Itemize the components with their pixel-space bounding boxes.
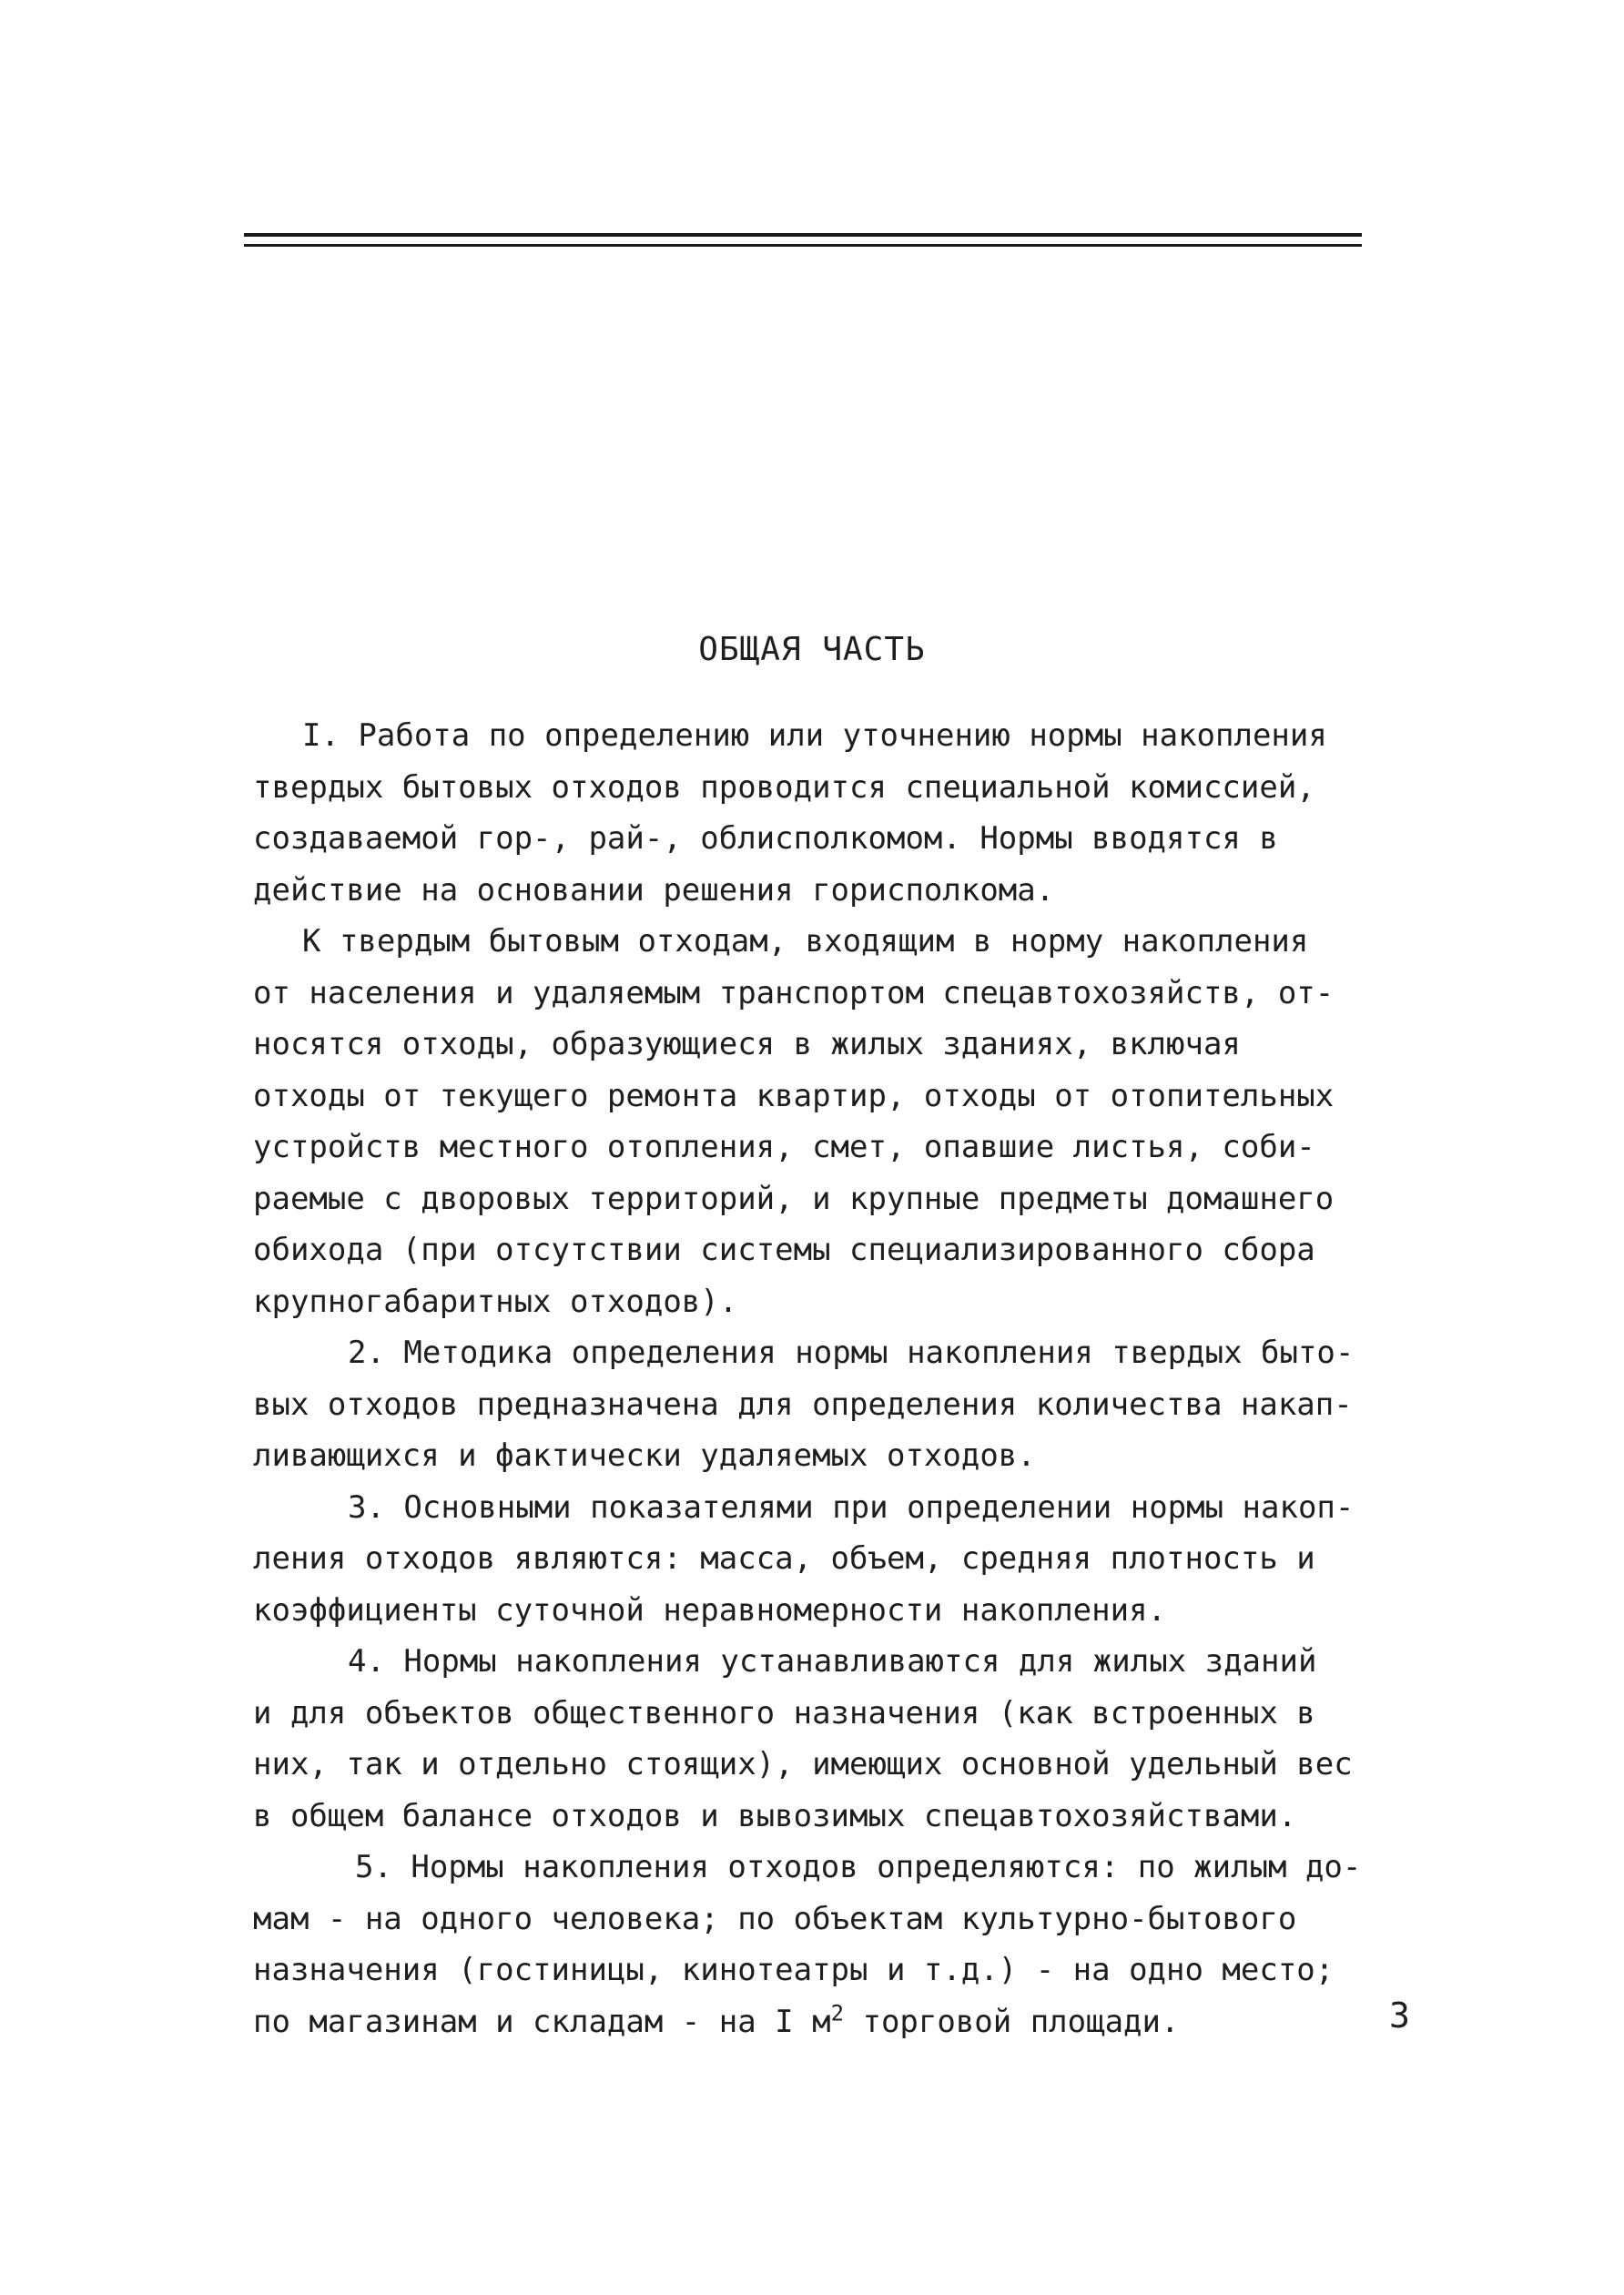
header-rule-top	[244, 233, 1362, 237]
text-fragment: по магазинам и складам - на I м	[253, 2003, 831, 2040]
text-line: отходы от текущего ремонта квартир, отходы от отопительных	[253, 1077, 1335, 1114]
text-line: создаваемой гор-, рай-, облисполкомом. Нормы вводятся в	[253, 820, 1278, 857]
header-rule-bottom	[244, 244, 1362, 247]
text-line: ливающихся и фактически удаляемых отходов.	[253, 1437, 1036, 1474]
text-line: 5. Нормы накопления отходов определяются: по жилым до-	[355, 1849, 1362, 1885]
page-number: 3	[1389, 1995, 1410, 2036]
text-line: устройств местного отопления, смет, опавшие листья, соби-	[253, 1129, 1315, 1165]
text-line: от населения и удаляемым транспортом спецавтохозяйств, от-	[253, 974, 1335, 1011]
text-line: и для объектов общественного назначения (как встроенных в	[253, 1694, 1315, 1731]
text-line: действие на основании решения горисполкома.	[253, 871, 1055, 909]
text-line: 2. Методика определения нормы накопления твердых быто-	[348, 1335, 1355, 1371]
text-line: крупногабаритных отходов).	[253, 1283, 738, 1320]
text-line: К твердым бытовым отходам, входящим в норму накопления	[302, 923, 1309, 960]
text-line: в общем балансе отходов и вывозимых спецавтохозяйствами.	[253, 1797, 1297, 1834]
body-text	[253, 710, 1427, 2047]
text-line: них, так и отдельно стоящих), имеющих основной удельный вес	[253, 1746, 1353, 1782]
text-line: мам - на одного человека; по объектам культурно-бытового	[253, 1900, 1297, 1937]
section-heading: ОБЩАЯ ЧАСТЬ	[698, 631, 926, 668]
text-line: носятся отходы, образующиеся в жилых зданиях, включая	[253, 1026, 1241, 1062]
text-line: 4. Нормы накопления устанавливаются для жилых зданий	[348, 1643, 1317, 1680]
superscript: 2	[830, 2000, 845, 2026]
text-line: вых отходов предназначена для определения количества накап-	[253, 1386, 1353, 1423]
text-fragment: торговой площади.	[844, 2003, 1180, 2040]
text-line: твердых бытовых отходов проводится специальной комиссией,	[253, 768, 1315, 806]
text-line: I. Работа по определению или уточнению нормы накопления	[302, 717, 1327, 754]
text-line: раемые с дворовых территорий, и крупные предметы домашнего	[253, 1180, 1335, 1217]
text-line: обихода (при отсутствии системы специализированного сбора	[253, 1232, 1315, 1268]
text-line: 3. Основными показателями при определении нормы накоп-	[348, 1488, 1355, 1526]
text-line	[253, 1996, 1427, 2048]
text-line: назначения (гостиницы, кинотеатры и т.д.) - на одно место;	[253, 1952, 1335, 1988]
text-line: ления отходов являются: масса, объем, средняя плотность и	[253, 1540, 1315, 1577]
text-line: коэффициенты суточной неравномерности накопления.	[253, 1591, 1167, 1629]
